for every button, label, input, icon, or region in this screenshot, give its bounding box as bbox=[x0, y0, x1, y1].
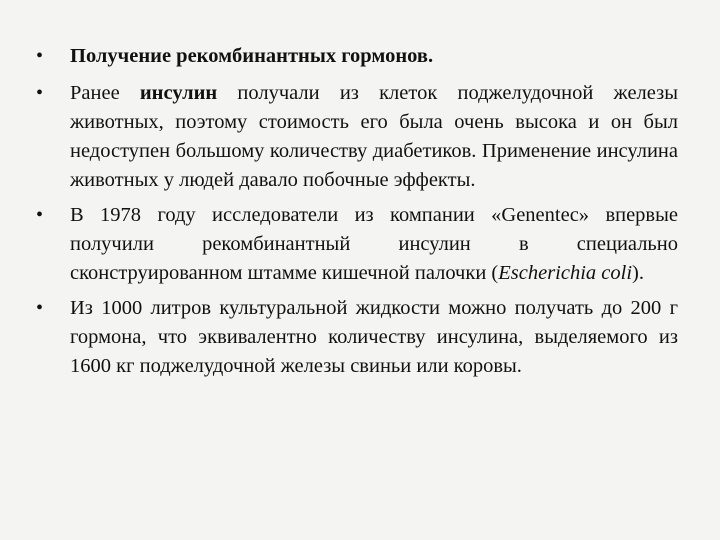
yield-text: Из 1000 литров культуральной жидкости можно получать до 200 г гормона, что эквивалентно количеству инсулина, выделяемого из 1600 кг поджелудочной железы свиньи или коровы. bbox=[70, 297, 678, 377]
history-text-rest: получали из клеток поджелудочной железы животных, поэтому стоимость его была очень высока и он был недоступен большому количеству диабетиков. Применение инсулина животных у людей давало побочные эффекты. bbox=[70, 82, 679, 191]
genentec-text-end: ). bbox=[632, 262, 644, 284]
bullet-marker: • bbox=[36, 204, 44, 226]
bullet-item-heading bbox=[36, 42, 678, 71]
bullet-item-genentec bbox=[36, 201, 678, 288]
bullet-item-history bbox=[36, 79, 678, 195]
bullet-marker: • bbox=[36, 297, 44, 319]
bullet-list bbox=[36, 42, 678, 387]
history-text-start: Ранее bbox=[70, 82, 140, 104]
insulin-bold-word: инсулин bbox=[139, 82, 218, 104]
species-name: Escherichia coli bbox=[498, 262, 633, 284]
bullet-item-yield bbox=[36, 294, 678, 381]
genentec-text-start: В 1978 году исследователи из компании «Genentec» впервые получили рекомбинантный инсулин в специально сконструированном штамме кишечной палочки ( bbox=[70, 204, 678, 284]
bullet-marker: • bbox=[36, 45, 44, 67]
heading-text: Получение рекомбинантных гормонов. bbox=[70, 45, 434, 67]
bullet-marker: • bbox=[36, 82, 44, 104]
